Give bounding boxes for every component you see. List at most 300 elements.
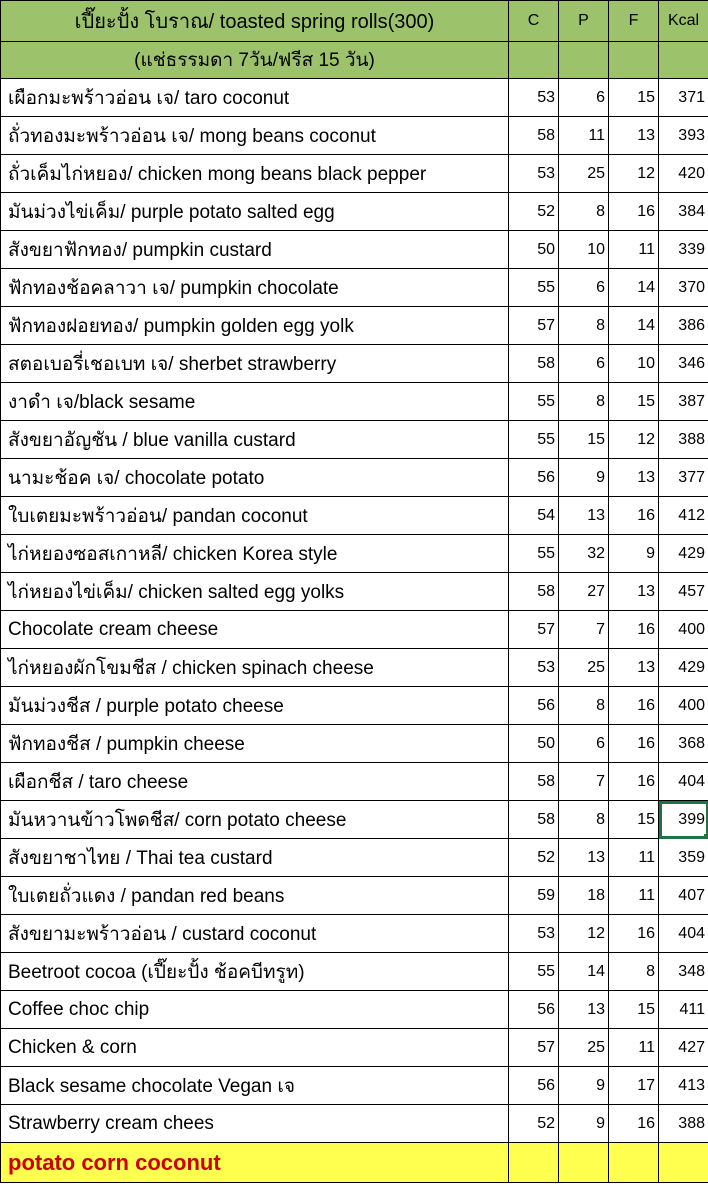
header-row: [1, 1, 708, 42]
name-cell-value: สังขยาอัญชัน / blue vanilla custard: [8, 429, 296, 451]
protein-cell[interactable]: [559, 535, 609, 573]
name-cell-value: มันหวานข้าวโพดชีส/ corn potato cheese: [8, 809, 347, 831]
carbs-cell-value: 52: [537, 202, 555, 220]
carbs-cell-value: 56: [537, 696, 555, 714]
carbs-cell[interactable]: [509, 915, 559, 953]
protein-cell-value: 7: [596, 772, 605, 790]
carbs-cell[interactable]: [509, 231, 559, 269]
kcal-cell-value: 407: [678, 886, 705, 904]
carbs-cell[interactable]: [509, 459, 559, 497]
name-cell-value: ฟักทองชีส / pumpkin cheese: [8, 733, 245, 755]
name-cell[interactable]: [1, 117, 509, 155]
fat-cell[interactable]: [609, 307, 659, 345]
protein-cell[interactable]: [559, 763, 609, 801]
kcal-cell[interactable]: [659, 649, 708, 687]
carbs-cell-value: 55: [537, 544, 555, 562]
empty-cell[interactable]: [509, 1143, 559, 1183]
name-cell[interactable]: [1, 1029, 509, 1067]
protein-cell[interactable]: [559, 307, 609, 345]
protein-cell-value: 25: [587, 1038, 605, 1056]
carbs-cell[interactable]: [509, 839, 559, 877]
kcal-cell[interactable]: [659, 1105, 708, 1143]
protein-cell-value: 27: [587, 582, 605, 600]
carbs-cell-value: 58: [537, 772, 555, 790]
carbs-cell[interactable]: [509, 1067, 559, 1105]
fat-cell-value: 11: [638, 848, 655, 866]
kcal-cell[interactable]: [659, 117, 708, 155]
protein-cell-value: 13: [587, 848, 605, 866]
carbs-cell-value: 57: [537, 316, 555, 334]
footer-row: [1, 1143, 708, 1183]
fat-cell[interactable]: [609, 763, 659, 801]
table-row: [1, 421, 708, 459]
name-cell[interactable]: [1, 915, 509, 953]
carbs-cell[interactable]: [509, 117, 559, 155]
fat-cell[interactable]: [609, 535, 659, 573]
fat-cell[interactable]: [609, 915, 659, 953]
carbs-cell[interactable]: [509, 269, 559, 307]
carbs-cell-value: 57: [537, 620, 555, 638]
carbs-cell[interactable]: [509, 801, 559, 839]
carbs-cell-value: 53: [537, 88, 555, 106]
kcal-cell-value: 339: [678, 240, 705, 258]
table-row: [1, 79, 708, 117]
protein-cell[interactable]: [559, 953, 609, 991]
name-cell[interactable]: [1, 687, 509, 725]
protein-cell[interactable]: [559, 117, 609, 155]
table-row: [1, 497, 708, 535]
kcal-cell-value: 371: [678, 88, 705, 106]
carbs-cell-value: 55: [537, 392, 555, 410]
fat-cell-value: 16: [637, 924, 655, 942]
table-row: [1, 877, 708, 915]
protein-cell[interactable]: [559, 877, 609, 915]
fat-cell[interactable]: [609, 497, 659, 535]
name-cell[interactable]: [1, 649, 509, 687]
name-cell[interactable]: [1, 231, 509, 269]
name-cell[interactable]: [1, 193, 509, 231]
name-cell-value: ไก่หยองซอสเกาหลี/ chicken Korea style: [8, 543, 338, 565]
name-cell-value: Chicken & corn: [8, 1036, 137, 1058]
protein-cell-value: 8: [596, 392, 605, 410]
protein-cell-value: 32: [587, 544, 605, 562]
kcal-cell[interactable]: [659, 459, 708, 497]
kcal-cell-value: 429: [678, 544, 705, 562]
kcal-cell[interactable]: [659, 345, 708, 383]
fat-cell[interactable]: [609, 79, 659, 117]
protein-cell-value: 13: [587, 506, 605, 524]
fat-cell-value: 13: [637, 582, 655, 600]
name-cell[interactable]: [1, 611, 509, 649]
fat-cell[interactable]: [609, 877, 659, 915]
kcal-cell[interactable]: [659, 953, 708, 991]
name-cell-value: งาดำ เจ/black sesame: [8, 391, 196, 413]
name-cell-value: Coffee choc chip: [8, 998, 150, 1020]
carbs-cell-value: 58: [537, 582, 555, 600]
carbs-cell-value: 53: [537, 164, 555, 182]
footer-item-name[interactable]: potato corn coconut: [1, 1143, 509, 1183]
name-cell-value: ใบเตยมะพร้าวอ่อน/ pandan coconut: [8, 505, 308, 527]
protein-cell[interactable]: [559, 839, 609, 877]
protein-cell[interactable]: [559, 687, 609, 725]
column-header-f[interactable]: F: [609, 1, 659, 42]
kcal-cell-value: 429: [678, 658, 705, 676]
protein-cell-value: 6: [596, 278, 605, 296]
kcal-cell[interactable]: [659, 1029, 708, 1067]
selected-cell[interactable]: [659, 801, 708, 839]
kcal-cell-value: 386: [678, 316, 705, 334]
table-row: [1, 687, 708, 725]
name-cell[interactable]: [1, 877, 509, 915]
table-row: [1, 117, 708, 155]
fat-cell-value: 13: [637, 658, 655, 676]
table-row: [1, 801, 708, 839]
protein-cell[interactable]: [559, 79, 609, 117]
protein-cell[interactable]: [559, 991, 609, 1029]
kcal-cell-value: 348: [678, 962, 705, 980]
column-header-p[interactable]: P: [559, 1, 609, 42]
protein-cell-value: 9: [596, 1114, 605, 1132]
fat-cell-value: 11: [638, 1038, 655, 1056]
kcal-cell-value: 420: [678, 164, 705, 182]
name-cell[interactable]: [1, 155, 509, 193]
kcal-cell-value: 404: [678, 924, 705, 942]
fat-cell-value: 13: [637, 126, 655, 144]
empty-cell[interactable]: [509, 42, 559, 79]
name-cell[interactable]: [1, 459, 509, 497]
name-cell-value: Black sesame chocolate Vegan เจ: [8, 1075, 295, 1097]
protein-cell-value: 6: [596, 734, 605, 752]
name-cell[interactable]: [1, 269, 509, 307]
carbs-cell[interactable]: [509, 79, 559, 117]
protein-cell[interactable]: [559, 269, 609, 307]
empty-cell[interactable]: [609, 42, 659, 79]
protein-cell-value: 25: [587, 164, 605, 182]
fat-cell-value: 9: [646, 544, 655, 562]
empty-cell[interactable]: [559, 1143, 609, 1183]
table-row: [1, 1029, 708, 1067]
fat-cell[interactable]: [609, 801, 659, 839]
name-cell[interactable]: [1, 307, 509, 345]
protein-cell-value: 15: [587, 430, 605, 448]
fat-cell-value: 13: [637, 468, 655, 486]
fat-cell[interactable]: [609, 345, 659, 383]
protein-cell-value: 12: [587, 924, 605, 942]
protein-cell-value: 10: [587, 240, 605, 258]
fat-cell[interactable]: [609, 1029, 659, 1067]
fat-cell[interactable]: [609, 1105, 659, 1143]
carbs-cell[interactable]: [509, 649, 559, 687]
name-cell-value: Chocolate cream cheese: [8, 618, 219, 640]
fat-cell[interactable]: [609, 383, 659, 421]
carbs-cell[interactable]: [509, 725, 559, 763]
kcal-cell[interactable]: [659, 573, 708, 611]
carbs-cell-value: 54: [537, 506, 555, 524]
carbs-cell[interactable]: [509, 991, 559, 1029]
name-cell[interactable]: [1, 801, 509, 839]
carbs-cell[interactable]: [509, 497, 559, 535]
protein-cell[interactable]: [559, 459, 609, 497]
carbs-cell-value: 52: [537, 848, 555, 866]
fat-cell-value: 11: [638, 240, 655, 258]
protein-cell[interactable]: [559, 193, 609, 231]
kcal-cell[interactable]: [659, 535, 708, 573]
carbs-cell[interactable]: [509, 345, 559, 383]
fat-cell-value: 8: [646, 962, 655, 980]
name-cell-value: มันม่วงไข่เค็ม/ purple potato salted egg: [8, 201, 335, 223]
fat-cell-value: 16: [637, 734, 655, 752]
fat-cell[interactable]: [609, 421, 659, 459]
kcal-cell[interactable]: [659, 383, 708, 421]
kcal-cell[interactable]: [659, 725, 708, 763]
empty-cell[interactable]: [659, 1143, 708, 1183]
kcal-cell[interactable]: [659, 687, 708, 725]
protein-cell-value: 6: [596, 88, 605, 106]
protein-cell-value: 9: [596, 1076, 605, 1094]
name-cell[interactable]: [1, 1105, 509, 1143]
name-cell[interactable]: [1, 953, 509, 991]
empty-cell[interactable]: [609, 1143, 659, 1183]
table-row: [1, 345, 708, 383]
name-cell-value: สตอเบอรี่เชอเบท เจ/ sherbet strawberry: [8, 353, 337, 375]
fat-cell[interactable]: [609, 687, 659, 725]
kcal-cell[interactable]: [659, 231, 708, 269]
fat-cell-value: 14: [637, 278, 655, 296]
table-row: [1, 649, 708, 687]
fat-cell[interactable]: [609, 117, 659, 155]
name-cell[interactable]: [1, 497, 509, 535]
name-cell-value: ใบเตยถั่วแดง / pandan red beans: [8, 885, 285, 907]
fat-cell-value: 15: [637, 1000, 655, 1018]
carbs-cell[interactable]: [509, 193, 559, 231]
fat-cell[interactable]: [609, 991, 659, 1029]
kcal-cell-value: 388: [678, 430, 705, 448]
carbs-cell-value: 52: [537, 1114, 555, 1132]
kcal-cell-value: 384: [678, 202, 705, 220]
protein-cell-value: 9: [596, 468, 605, 486]
carbs-cell[interactable]: [509, 1105, 559, 1143]
carbs-cell[interactable]: [509, 687, 559, 725]
kcal-cell[interactable]: [659, 991, 708, 1029]
carbs-cell-value: 58: [537, 354, 555, 372]
fat-cell-value: 16: [637, 506, 655, 524]
fat-cell-value: 12: [637, 430, 655, 448]
protein-cell[interactable]: [559, 1105, 609, 1143]
fat-cell-value: 11: [638, 886, 655, 904]
carbs-cell[interactable]: [509, 877, 559, 915]
name-cell[interactable]: [1, 535, 509, 573]
fat-cell[interactable]: [609, 953, 659, 991]
table-row: [1, 839, 708, 877]
fat-cell-value: 16: [637, 620, 655, 638]
kcal-cell[interactable]: [659, 839, 708, 877]
protein-cell[interactable]: [559, 649, 609, 687]
kcal-cell-value: 411: [679, 1000, 705, 1018]
protein-cell-value: 8: [596, 202, 605, 220]
kcal-cell[interactable]: [659, 915, 708, 953]
fat-cell[interactable]: [609, 649, 659, 687]
kcal-cell[interactable]: [659, 155, 708, 193]
kcal-cell[interactable]: [659, 497, 708, 535]
table-row: [1, 991, 708, 1029]
kcal-cell[interactable]: [659, 269, 708, 307]
name-cell-value: มันม่วงชีส / purple potato cheese: [8, 695, 284, 717]
kcal-cell[interactable]: [659, 877, 708, 915]
kcal-cell-value: 387: [678, 392, 705, 410]
fat-cell[interactable]: [609, 573, 659, 611]
column-header-c[interactable]: C: [509, 1, 559, 42]
kcal-cell[interactable]: [659, 763, 708, 801]
fat-cell[interactable]: [609, 231, 659, 269]
table-row: [1, 611, 708, 649]
fat-cell-value: 15: [637, 88, 655, 106]
kcal-cell[interactable]: [659, 79, 708, 117]
fat-cell[interactable]: [609, 1067, 659, 1105]
carbs-cell-value: 57: [537, 1038, 555, 1056]
carbs-cell[interactable]: [509, 155, 559, 193]
fat-cell-value: 16: [637, 202, 655, 220]
name-cell[interactable]: [1, 991, 509, 1029]
kcal-cell[interactable]: [659, 1067, 708, 1105]
fat-cell[interactable]: [609, 725, 659, 763]
kcal-cell-value: 346: [678, 354, 705, 372]
protein-cell[interactable]: [559, 383, 609, 421]
name-cell[interactable]: [1, 573, 509, 611]
carbs-cell[interactable]: [509, 307, 559, 345]
name-cell-value: สังขยาชาไทย / Thai tea custard: [8, 847, 273, 869]
protein-cell[interactable]: [559, 611, 609, 649]
name-cell-value: ไก่หยองผักโขมชีส / chicken spinach cheese: [8, 657, 374, 679]
carbs-cell[interactable]: [509, 953, 559, 991]
name-cell-value: เผือกชีส / taro cheese: [8, 771, 189, 793]
kcal-cell-value: 400: [678, 696, 705, 714]
protein-cell-value: 25: [587, 658, 605, 676]
kcal-cell[interactable]: [659, 611, 708, 649]
protein-cell-value: 8: [596, 316, 605, 334]
carbs-cell-value: 55: [537, 430, 555, 448]
name-cell-value: ถั่วเค็มไก่หยอง/ chicken mong beans black pepper: [8, 163, 427, 185]
sheet-title[interactable]: เปี๊ยะปั้ง โบราณ/ toasted spring rolls(300): [1, 1, 509, 42]
protein-cell-value: 11: [588, 126, 605, 144]
kcal-cell-value: 393: [678, 126, 705, 144]
empty-cell[interactable]: [559, 42, 609, 79]
storage-note[interactable]: (แช่ธรรมดา 7วัน/ฟรีส 15 วัน): [1, 42, 509, 79]
table-row: [1, 155, 708, 193]
carbs-cell[interactable]: [509, 383, 559, 421]
protein-cell[interactable]: [559, 801, 609, 839]
fat-cell[interactable]: [609, 269, 659, 307]
protein-cell[interactable]: [559, 155, 609, 193]
kcal-cell-value: 359: [678, 848, 705, 866]
carbs-cell-value: 58: [537, 810, 555, 828]
protein-cell[interactable]: [559, 1067, 609, 1105]
protein-cell-value: 6: [596, 354, 605, 372]
table-row: [1, 573, 708, 611]
name-cell-value: สังขยามะพร้าวอ่อน / custard coconut: [8, 923, 317, 945]
protein-cell[interactable]: [559, 231, 609, 269]
table-row: [1, 1105, 708, 1143]
kcal-cell[interactable]: [659, 421, 708, 459]
name-cell[interactable]: [1, 839, 509, 877]
name-cell[interactable]: [1, 79, 509, 117]
fat-cell-value: 15: [637, 392, 655, 410]
table-row: [1, 1067, 708, 1105]
name-cell[interactable]: [1, 763, 509, 801]
protein-cell[interactable]: [559, 725, 609, 763]
column-header-kcal[interactable]: Kcal: [659, 1, 708, 42]
carbs-cell[interactable]: [509, 421, 559, 459]
name-cell-value: สังขยาฟักทอง/ pumpkin custard: [8, 239, 272, 261]
fat-cell-value: 16: [637, 696, 655, 714]
fill-handle[interactable]: [704, 834, 708, 839]
kcal-cell-value: 388: [678, 1114, 705, 1132]
fat-cell-value: 15: [637, 810, 655, 828]
carbs-cell-value: 58: [537, 126, 555, 144]
kcal-cell-value: 457: [678, 582, 705, 600]
carbs-cell-value: 55: [537, 278, 555, 296]
name-cell[interactable]: [1, 1067, 509, 1105]
kcal-cell[interactable]: [659, 193, 708, 231]
kcal-cell[interactable]: [659, 307, 708, 345]
fat-cell[interactable]: [609, 839, 659, 877]
name-cell[interactable]: [1, 421, 509, 459]
protein-cell-value: 7: [596, 620, 605, 638]
fat-cell[interactable]: [609, 459, 659, 497]
carbs-cell-value: 55: [537, 962, 555, 980]
protein-cell-value: 18: [587, 886, 605, 904]
protein-cell[interactable]: [559, 1029, 609, 1067]
kcal-cell-value: 368: [678, 734, 705, 752]
kcal-cell-value: 413: [678, 1076, 705, 1094]
protein-cell[interactable]: [559, 345, 609, 383]
name-cell-value: ฟักทองฝอยทอง/ pumpkin golden egg yolk: [8, 315, 354, 337]
table-row: [1, 725, 708, 763]
kcal-cell-value: 404: [678, 772, 705, 790]
carbs-cell-value: 53: [537, 658, 555, 676]
carbs-cell[interactable]: [509, 573, 559, 611]
fat-cell-value: 16: [637, 1114, 655, 1132]
fat-cell-value: 10: [637, 354, 655, 372]
fat-cell[interactable]: [609, 193, 659, 231]
protein-cell-value: 8: [596, 810, 605, 828]
carbs-cell[interactable]: [509, 611, 559, 649]
kcal-cell-value: 377: [678, 468, 705, 486]
protein-cell[interactable]: [559, 915, 609, 953]
subheader-row: [1, 42, 708, 79]
name-cell[interactable]: [1, 383, 509, 421]
protein-cell[interactable]: [559, 573, 609, 611]
table-row: [1, 231, 708, 269]
carbs-cell[interactable]: [509, 1029, 559, 1067]
empty-cell[interactable]: [659, 42, 708, 79]
fat-cell[interactable]: [609, 611, 659, 649]
protein-cell[interactable]: [559, 421, 609, 459]
protein-cell[interactable]: [559, 497, 609, 535]
name-cell[interactable]: [1, 345, 509, 383]
fat-cell[interactable]: [609, 155, 659, 193]
kcal-cell-value: 412: [678, 506, 705, 524]
fat-cell-value: 16: [637, 772, 655, 790]
carbs-cell-value: 53: [537, 924, 555, 942]
table-row: [1, 193, 708, 231]
name-cell-value: นามะช้อค เจ/ chocolate potato: [8, 467, 265, 489]
kcal-cell-value: 399: [678, 810, 705, 828]
name-cell[interactable]: [1, 725, 509, 763]
kcal-cell-value: 370: [678, 278, 705, 296]
carbs-cell[interactable]: [509, 763, 559, 801]
table-row: [1, 459, 708, 497]
carbs-cell[interactable]: [509, 535, 559, 573]
